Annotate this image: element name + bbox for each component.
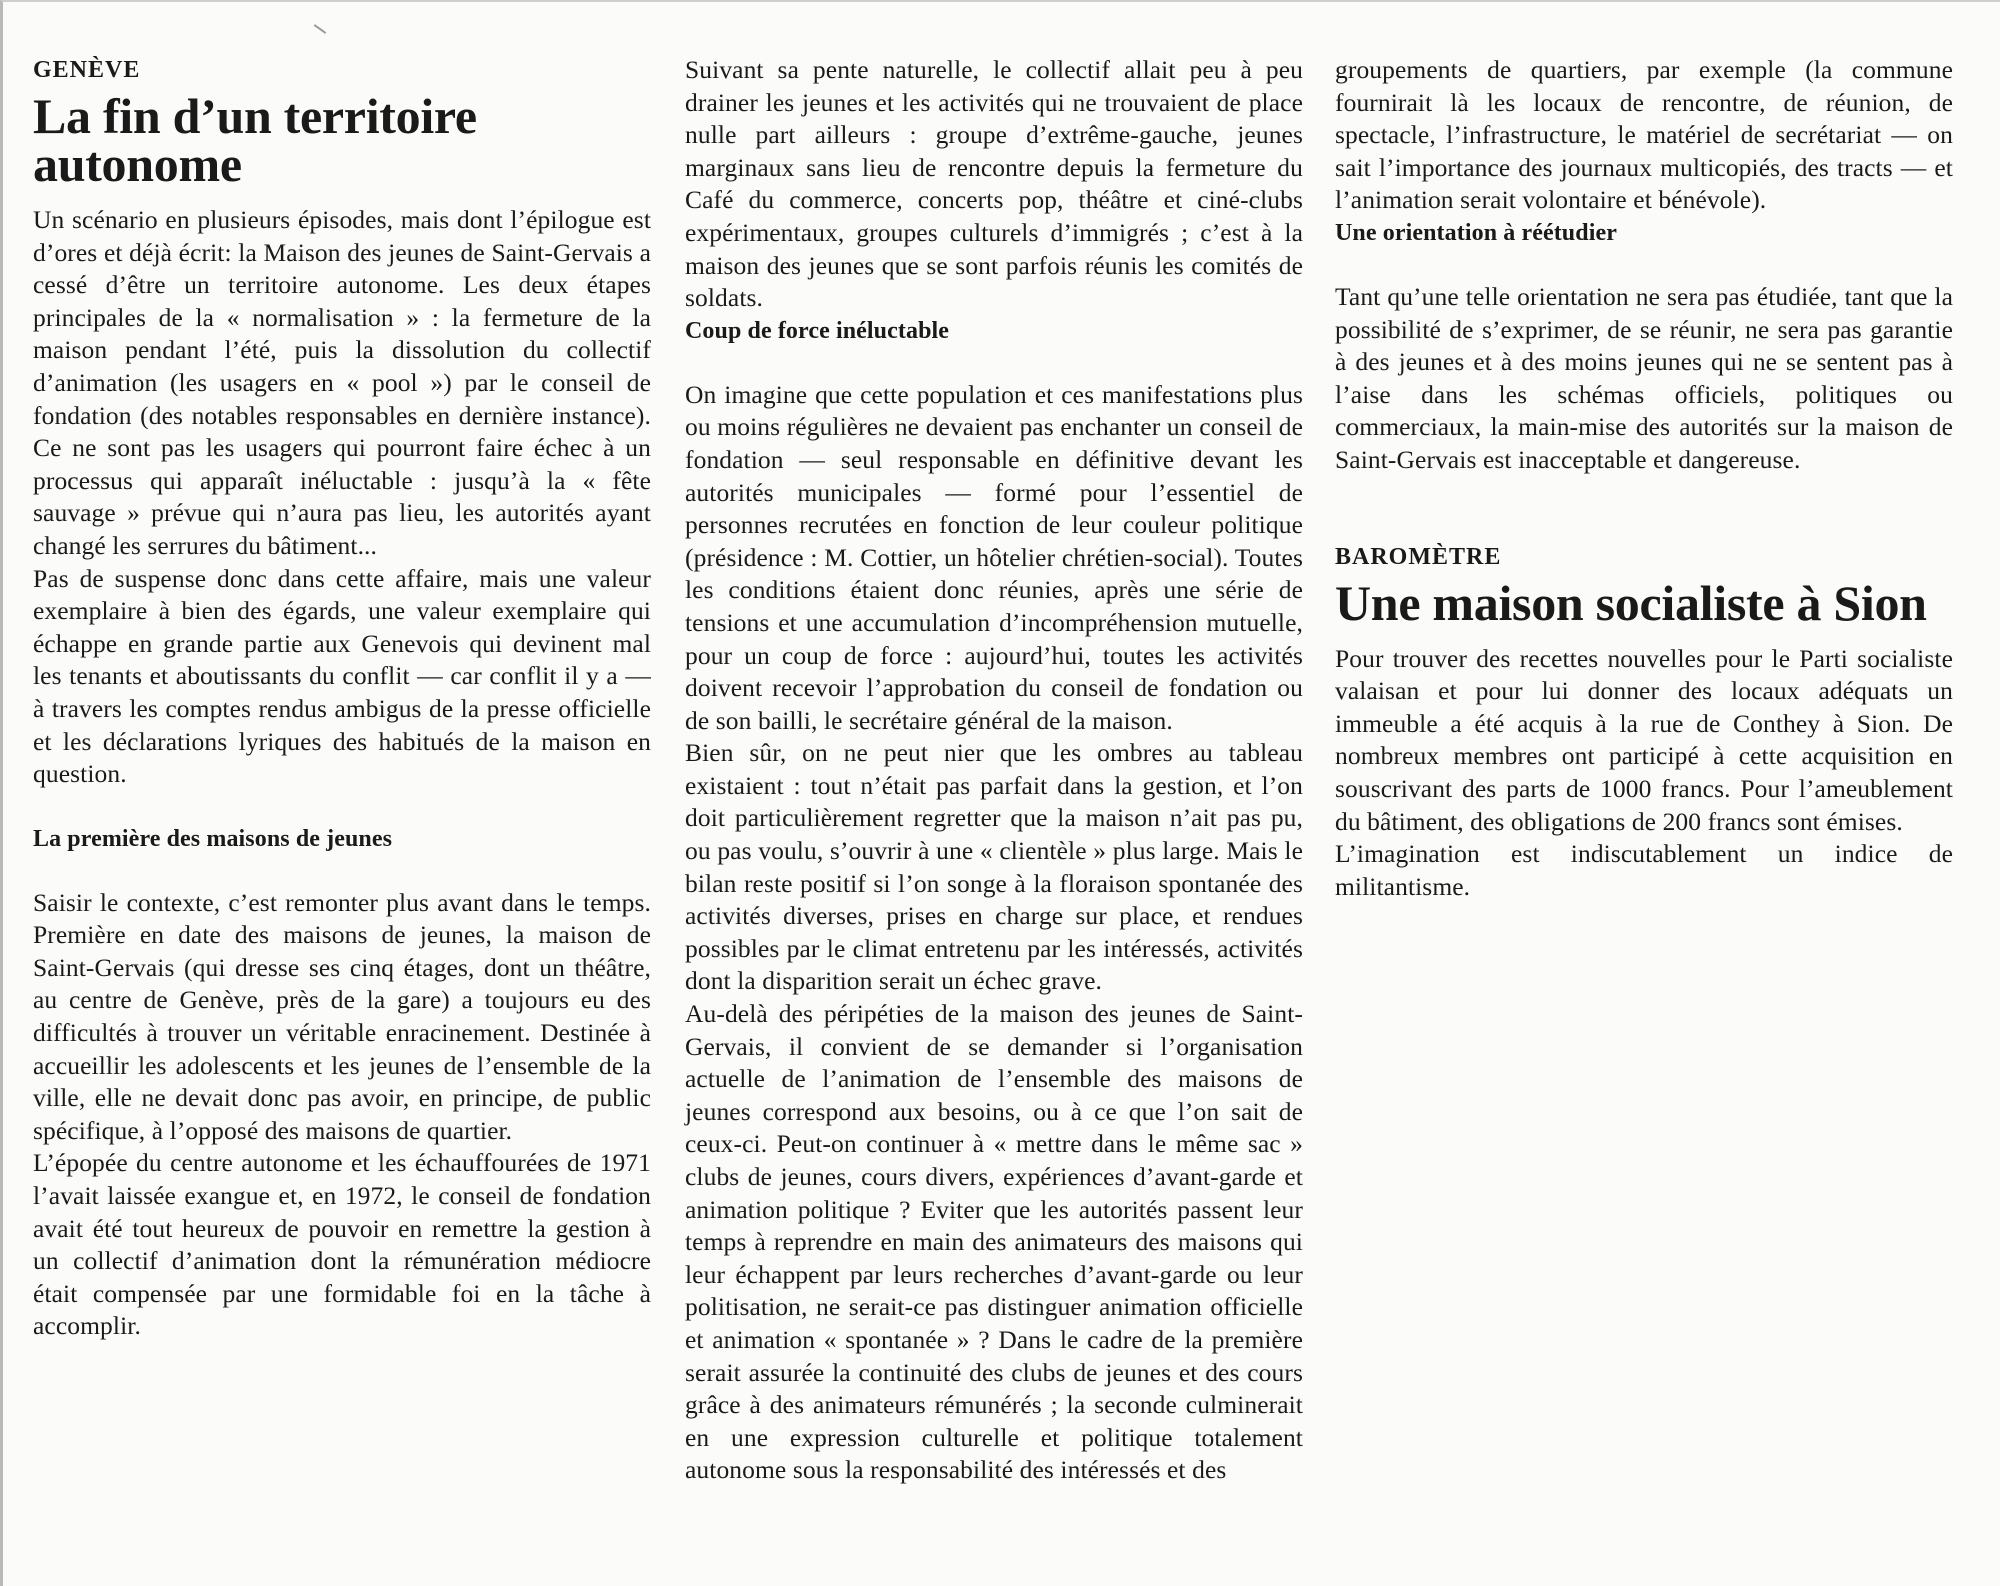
paragraph: Un scénario en plusieurs épisodes, mais dont l’épilogue est d’ores et déjà écrit: la Maison des jeunes de Saint-Gervais a cessé d’être un territoire autonome. Les deux étapes principales de la « normalisation » : la fermeture de la maison pendant l’été, puis la dissolution du collectif d’animation (les usagers en « pool ») par le conseil de fondation (des notables responsables en dernière instance). Ce ne sont pas les usagers qui pourront faire échec à un processus qui apparaît inéluctable : jusqu’à la « fête sauvage » prévue qui n’aura pas lieu, les autorités ayant changé les serrures du bâtiment... (33, 205, 651, 560)
paragraph: L’imagination est indiscutablement un indice de militantisme. (1335, 839, 1953, 901)
paragraph: Au-delà des péripéties de la maison des jeunes de Saint-Gervais, il convient de se demander si l’organisation actuelle de l’animation de l’ensemble des maisons de jeunes correspond aux besoins, ou à ce que l’on sait de ceux-ci. Peut-on continuer à « mettre dans le même sac » clubs de jeunes, cours divers, expériences d’avant-garde et animation politique ? Eviter que les autorités passent leur temps à reprendre en main des animateurs des maisons qui leur échappent par leurs recherches d’avant-garde ou leur politisation, ne serait-ce pas distinguer animation officielle et animation « spontanée » ? Dans le cadre de la première serait assurée la continuité des clubs de jeunes et des cours grâce à des animateurs rémunérés ; la seconde culminerait en une expression culturelle et politique totalement autonome sous la responsabilité des intéressés et des (685, 999, 1303, 1485)
paragraph: Pas de suspense donc dans cette affaire, mais une valeur exemplaire à bien des égards, une valeur exemplaire qui échappe en grande partie aux Genevois qui devinent mal les tenants et aboutissants du conflit — car conflit il y a — à travers les comptes rendus ambigus de la presse officielle et les déclarations lyriques des habitués de la maison en question. (33, 563, 651, 789)
paragraph: On imagine que cette population et ces manifestations plus ou moins régulières ne devaient pas enchanter un conseil de fondation — seul responsable en définitive devant les autorités municipales — formé pour l’essentiel de personnes recrutées en fonction de leur couleur politique (présidence : M. Cottier, un hôtelier chrétien-social). Toutes les conditions étaient donc réunies, après une série de tensions et une accumulation d’incompréhension mutuelle, pour un coup de force : aujourd’hui, toutes les activités doivent recevoir l’approbation du conseil de fondation ou de son bailli, le secrétaire général de la maison. (685, 379, 1303, 735)
paragraph: Bien sûr, on ne peut nier que les ombres au tableau existaient : tout n’était pas parfait dans la gestion, et l’on doit particulièrement regretter que la maison n’ait pas pu, ou pas voulu, s’ouvrir à une « clientèle » plus large. Mais le bilan reste positif si l’on songe à la floraison spontanée des activités diverses, prises en charge sur place, et rendues possibles par le climat entretenu par les intéressés, activités dont la disparition serait un échec grave. (685, 738, 1303, 996)
column-3 (1335, 54, 1953, 903)
paragraph: Suivant sa pente naturelle, le collectif allait peu à peu drainer les jeunes et les activités qui ne trouvaient de place nulle part ailleurs : groupe d’extrême-gauche, jeunes marginaux sans lieu de rencontre depuis la fermeture du Café du commerce, concerts pop, théâtre et ciné-clubs expérimentaux, groupes culturels d’immigrés ; c’est à la maison des jeunes que se sont parfois réunis les comités de soldats. (685, 55, 1303, 313)
paragraph: Tant qu’une telle orientation ne sera pas étudiée, tant que la possibilité de s’exprimer, de se réunir, ne sera pas garantie à des jeunes et à des moins jeunes qui ne se sentent pas à l’aise dans les schémas officiels, politiques ou commerciaux, la main-mise des autorités sur la maison de Saint-Gervais est inacceptable et dangereuse. (1335, 281, 1953, 474)
subheading: Coup de force inéluctable (685, 317, 950, 344)
column-2 (685, 54, 1303, 1487)
paragraph: L’épopée du centre autonome et les échauffourées de 1971 l’avait laissée exangue et, en 1972, le conseil de fondation avait été tout heureux de pouvoir en remettre la gestion à un collectif d’animation dont la rémunération médiocre était compensée par une formidable foi en la tâche à accomplir. (33, 1148, 651, 1341)
column-1 (33, 54, 651, 1343)
section-kicker: BAROMÈTRE (1335, 543, 1502, 570)
article-headline: La fin d’un territoire autonome (33, 88, 477, 192)
paragraph-continued: groupements de quartiers, par exemple (la commune fournirait là les locaux de rencontre, de réunion, de spectacle, l’infrastructure, le matériel de secrétariat — on sait l’importance des journaux multicopiés, des tracts — et l’animation serait volontaire et bénévole). (1335, 55, 1953, 215)
section-kicker: GENÈVE (33, 57, 141, 83)
scan-speck (314, 24, 327, 34)
paragraph: Pour trouver des recettes nouvelles pour le Parti socialiste valaisan et pour lui donner des locaux adéquats un immeuble a été acquis à la rue de Conthey à Sion. De nombreux membres ont participé à cette acquisition en souscrivant des parts de 1000 francs. Pour l’ameublement du bâtiment, des obligations de 200 francs sont émises. (1335, 643, 1953, 836)
article-headline: Une maison socialiste à Sion (1335, 574, 1927, 631)
subheading: Une orientation à réétudier (1335, 219, 1617, 246)
subheading: La première des maisons de jeunes (33, 825, 393, 852)
paragraph: Saisir le contexte, c’est remonter plus avant dans le temps. Première en date des maisons de jeunes, la maison de Saint-Gervais (qui dresse ses cinq étages, dont un théâtre, au centre de Genève, près de la gare) a toujours eu des difficultés à trouver un véritable enracinement. Destinée à accueillir les adolescents et les jeunes de l’ensemble de la ville, elle ne devait donc pas avoir, en principe, de public spécifique, à l’opposé des maisons de quartier. (33, 887, 651, 1145)
